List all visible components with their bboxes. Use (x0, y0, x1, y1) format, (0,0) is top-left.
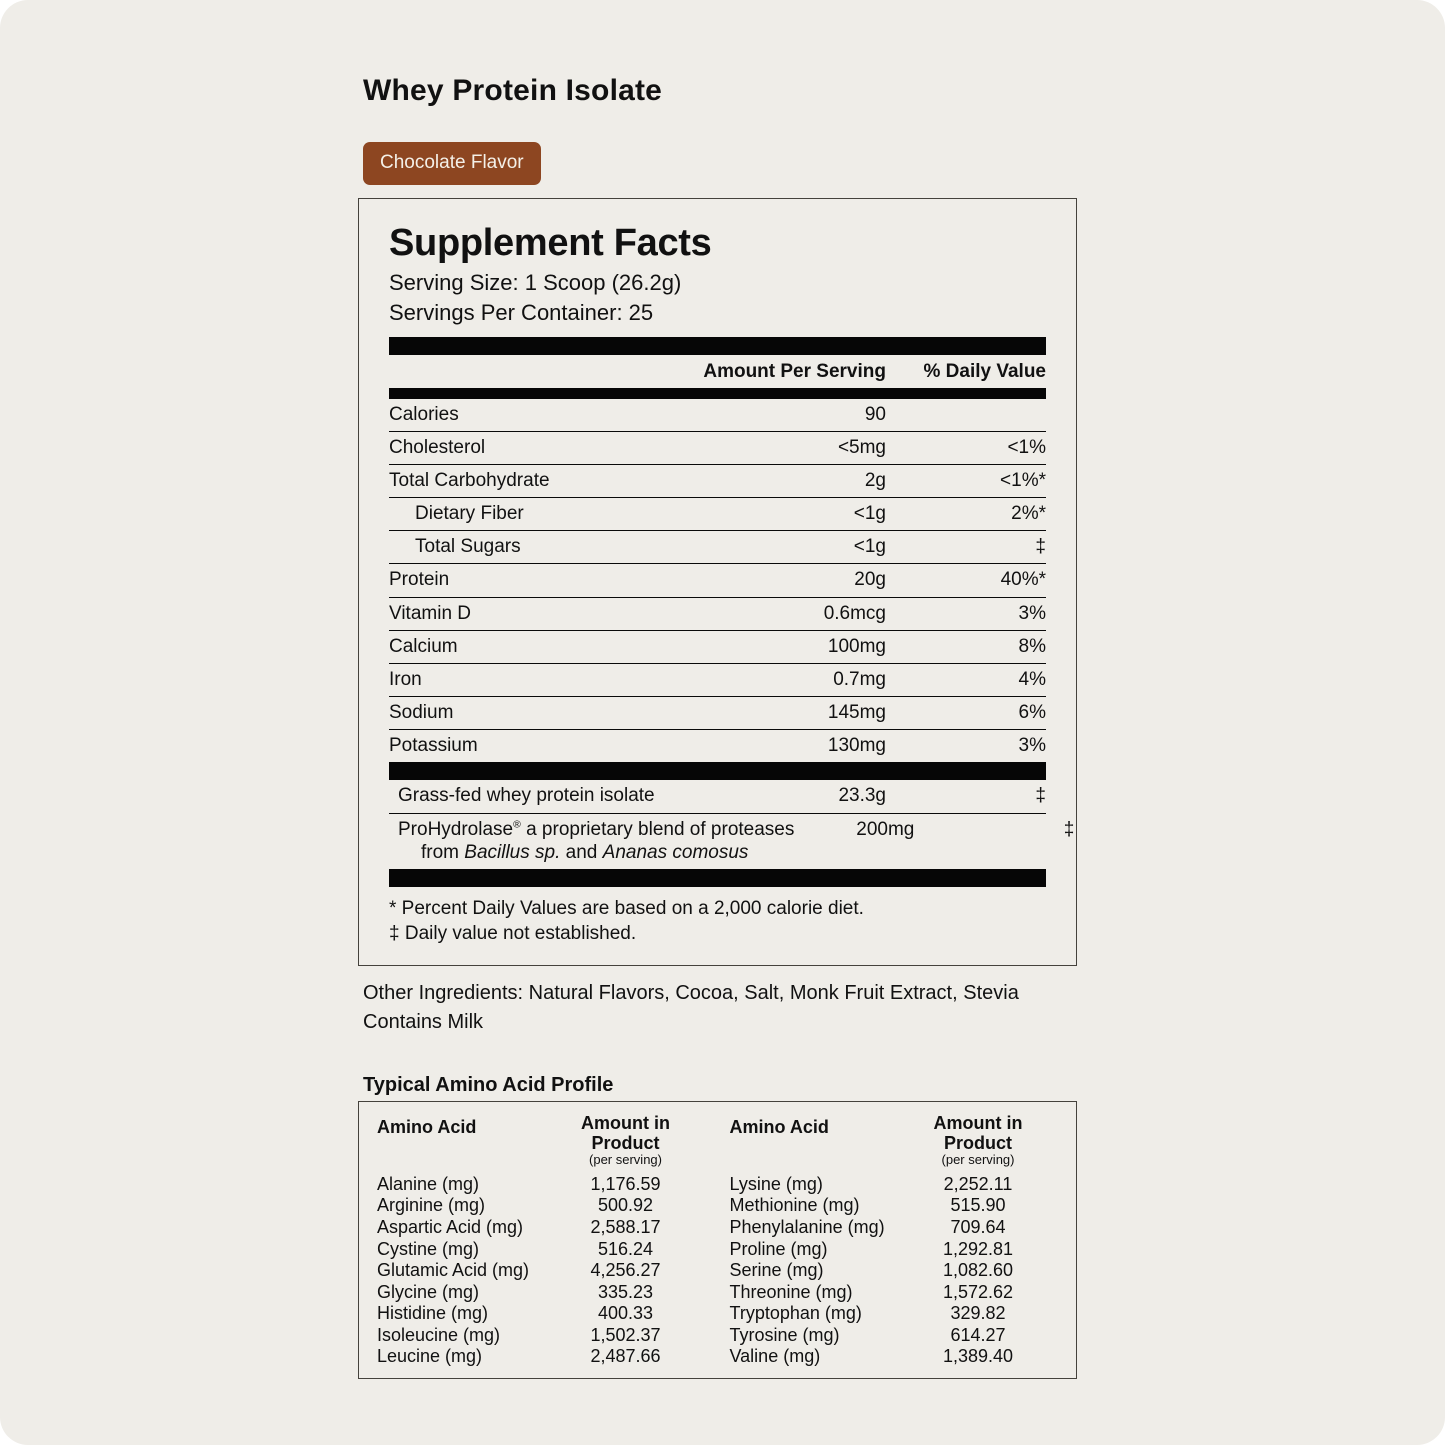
fact-name: Total Sugars (415, 536, 521, 558)
amino-row-leucine (377, 1346, 706, 1368)
amino-profile-table (358, 1101, 1077, 1379)
col-header-daily-value: % Daily Value (923, 360, 1046, 382)
amino-name: Isoleucine (mg) (377, 1324, 501, 1345)
amino-column-left (377, 1114, 706, 1368)
fact-amount: 2g (864, 469, 886, 491)
amino-header (730, 1114, 1059, 1168)
amino-name: Cystine (mg) (377, 1238, 480, 1259)
fact-dv: 2%* (1011, 503, 1046, 525)
facts-title: Supplement Facts (389, 221, 712, 264)
facts-column-headers (389, 355, 1046, 388)
amino-header (377, 1114, 706, 1168)
amino-value: 614.27 (950, 1324, 1006, 1345)
fact-name: Grass-fed whey protein isolate (398, 785, 655, 807)
thick-divider (389, 762, 1046, 780)
footnote-not-established: ‡ Daily value not established. (389, 923, 637, 945)
flavor-badge[interactable]: Chocolate Flavor (363, 142, 541, 185)
fact-amount: 90 (864, 403, 886, 425)
fact-amount: 145mg (827, 702, 886, 724)
amino-name: Glutamic Acid (mg) (377, 1260, 530, 1281)
line2-text: from (421, 841, 465, 863)
footnotes (389, 896, 1046, 947)
amino-row-phenylalanine (730, 1217, 1059, 1239)
fact-dv: 4% (1018, 668, 1046, 690)
page-title: Whey Protein Isolate (363, 74, 663, 107)
amino-name: Proline (mg) (729, 1238, 828, 1259)
amino-value: 2,487.66 (590, 1346, 661, 1367)
amino-name: Serine (mg) (729, 1260, 824, 1281)
prohydrolase-line1 (398, 818, 794, 841)
amino-value: 1,292.81 (942, 1238, 1014, 1259)
amino-col-header-amount (898, 1114, 1058, 1168)
amino-row-aspartic-acid (377, 1217, 706, 1239)
amino-row-alanine (377, 1174, 706, 1196)
fact-row-potassium (389, 729, 1046, 762)
amino-value: 2,252.11 (943, 1173, 1013, 1194)
fact-name: Dietary Fiber (415, 503, 524, 525)
amino-value: 1,082.60 (942, 1260, 1014, 1281)
amino-column-right (730, 1114, 1059, 1368)
fact-row-prohydrolase (389, 813, 1075, 869)
label-content (363, 74, 1081, 1379)
fact-amount: 23.3g (838, 785, 886, 807)
medium-divider (389, 388, 1046, 399)
fact-name: Vitamin D (389, 602, 472, 624)
amino-col-header-amount (546, 1114, 706, 1168)
amino-row-cystine (377, 1239, 706, 1261)
line2-text: and (560, 841, 603, 863)
amino-value: 2,588.17 (590, 1216, 661, 1237)
supplement-facts-panel (358, 198, 1077, 966)
fact-row-calcium (389, 630, 1046, 663)
amount-header-text: Amount in Product (581, 1112, 670, 1153)
fact-row-total-carbohydrate (389, 464, 1046, 497)
amino-name: Phenylalanine (mg) (729, 1216, 885, 1237)
amino-name: Valine (mg) (729, 1346, 821, 1367)
amino-name: Tyrosine (mg) (729, 1324, 840, 1345)
fact-dv: <1% (1007, 436, 1046, 458)
fact-dv: 3% (1018, 735, 1046, 757)
amino-value: 400.33 (597, 1303, 654, 1324)
amino-name: Methionine (mg) (729, 1195, 860, 1216)
amino-row-threonine (730, 1282, 1059, 1304)
amino-name: Histidine (mg) (377, 1303, 489, 1324)
amino-value: 516.24 (597, 1238, 654, 1259)
amino-value: 329.82 (950, 1303, 1006, 1324)
fact-name (389, 818, 794, 864)
fact-row-protein (389, 563, 1046, 596)
amino-value: 709.64 (950, 1216, 1006, 1237)
blend-rows (389, 780, 1075, 869)
amino-col-header-name: Amino Acid (729, 1116, 829, 1137)
amino-profile-title: Typical Amino Acid Profile (363, 1073, 614, 1096)
fact-name: Iron (389, 668, 422, 690)
amino-name: Aspartic Acid (mg) (377, 1216, 524, 1237)
amino-row-tyrosine (730, 1325, 1059, 1347)
prohydrolase-line2 (398, 841, 794, 864)
prohydrolase-description: a proprietary blend of proteases (520, 818, 795, 840)
thick-divider (389, 869, 1046, 887)
amino-row-histidine (377, 1303, 706, 1325)
amino-value: 500.92 (597, 1195, 654, 1216)
amino-row-isoleucine (377, 1325, 706, 1347)
fact-dv: <1%* (1000, 469, 1046, 491)
amino-value: 1,389.40 (942, 1346, 1014, 1367)
footnote-daily-values: * Percent Daily Values are based on a 2,000 calorie diet. (389, 897, 864, 919)
fact-dv: 40%* (1000, 569, 1046, 591)
amino-row-lysine (730, 1174, 1059, 1196)
amino-name: Arginine (mg) (377, 1195, 486, 1216)
per-serving-subheader: (per serving) (589, 1152, 662, 1168)
col-header-amount: Amount Per Serving (703, 360, 886, 382)
amino-row-valine (730, 1346, 1059, 1368)
serving-size: Serving Size: 1 Scoop (26.2g) (389, 269, 682, 295)
fact-name: Total Carbohydrate (389, 469, 550, 491)
contains-milk-line: Contains Milk (363, 1010, 484, 1033)
fact-amount: 100mg (827, 635, 886, 657)
amount-header-text: Amount in Product (933, 1112, 1023, 1153)
registered-mark: ® (513, 819, 521, 831)
amino-value: 515.90 (950, 1195, 1006, 1216)
other-ingredients (363, 979, 1063, 1037)
other-ingredients-line: Other Ingredients: Natural Flavors, Cocoa, Salt, Monk Fruit Extract, Stevia (363, 981, 1019, 1004)
fact-row-sodium (389, 696, 1046, 729)
thick-divider (389, 337, 1046, 355)
fact-amount: 0.6mcg (823, 602, 886, 624)
amino-row-proline (730, 1239, 1059, 1261)
amino-col-header-name: Amino Acid (377, 1116, 477, 1137)
amino-name: Tryptophan (mg) (729, 1303, 862, 1324)
fact-amount: <5mg (837, 436, 886, 458)
amino-name: Glycine (mg) (377, 1281, 480, 1302)
fact-row-grass-fed-isolate (389, 780, 1046, 812)
species-name: Bacillus sp. (464, 841, 561, 863)
fact-name: Protein (389, 569, 450, 591)
prohydrolase-brand: ProHydrolase (398, 818, 514, 840)
fact-dv: 6% (1018, 702, 1046, 724)
amino-value: 1,572.62 (942, 1281, 1014, 1302)
amino-name: Lysine (mg) (729, 1173, 823, 1194)
nutrient-rows (389, 399, 1046, 763)
fact-amount: <1g (853, 503, 886, 525)
fact-row-calories (389, 399, 1046, 431)
fact-row-iron (389, 663, 1046, 696)
fact-name: Potassium (389, 735, 478, 757)
amino-value: 335.23 (597, 1281, 654, 1302)
fact-name: Calcium (389, 635, 458, 657)
fact-name: Cholesterol (389, 436, 486, 458)
fact-amount: <1g (853, 536, 886, 558)
fact-amount: 130mg (827, 735, 886, 757)
fact-dv: 8% (1018, 635, 1046, 657)
amino-row-arginine (377, 1195, 706, 1217)
per-serving-subheader: (per serving) (941, 1152, 1015, 1168)
amino-row-glycine (377, 1282, 706, 1304)
fact-dv: ‡ (1063, 818, 1075, 840)
amino-value: 1,502.37 (590, 1324, 661, 1345)
fact-name: Calories (389, 403, 459, 425)
fact-amount: 200mg (856, 818, 915, 840)
fact-dv: ‡ (1035, 536, 1046, 558)
amino-name: Alanine (mg) (377, 1173, 480, 1194)
amino-value: 1,176.59 (590, 1173, 661, 1194)
fact-row-dietary-fiber (389, 497, 1046, 530)
fact-row-total-sugars (389, 530, 1046, 563)
amino-name: Threonine (mg) (729, 1281, 853, 1302)
fact-amount: 20g (854, 569, 886, 591)
amino-value: 4,256.27 (590, 1260, 661, 1281)
fact-row-vitamin-d (389, 597, 1046, 630)
fact-name: Sodium (389, 702, 454, 724)
amino-row-glutamic-acid (377, 1260, 706, 1282)
servings-per-container: Servings Per Container: 25 (389, 299, 654, 325)
amino-row-methionine (730, 1195, 1059, 1217)
amino-row-serine (730, 1260, 1059, 1282)
amino-name: Leucine (mg) (377, 1346, 483, 1367)
fact-row-cholesterol (389, 431, 1046, 464)
species-name: Ananas comosus (602, 841, 749, 863)
fact-dv: ‡ (1035, 785, 1046, 807)
amino-row-tryptophan (730, 1303, 1059, 1325)
fact-amount: 0.7mg (833, 668, 886, 690)
fact-dv: 3% (1018, 602, 1046, 624)
